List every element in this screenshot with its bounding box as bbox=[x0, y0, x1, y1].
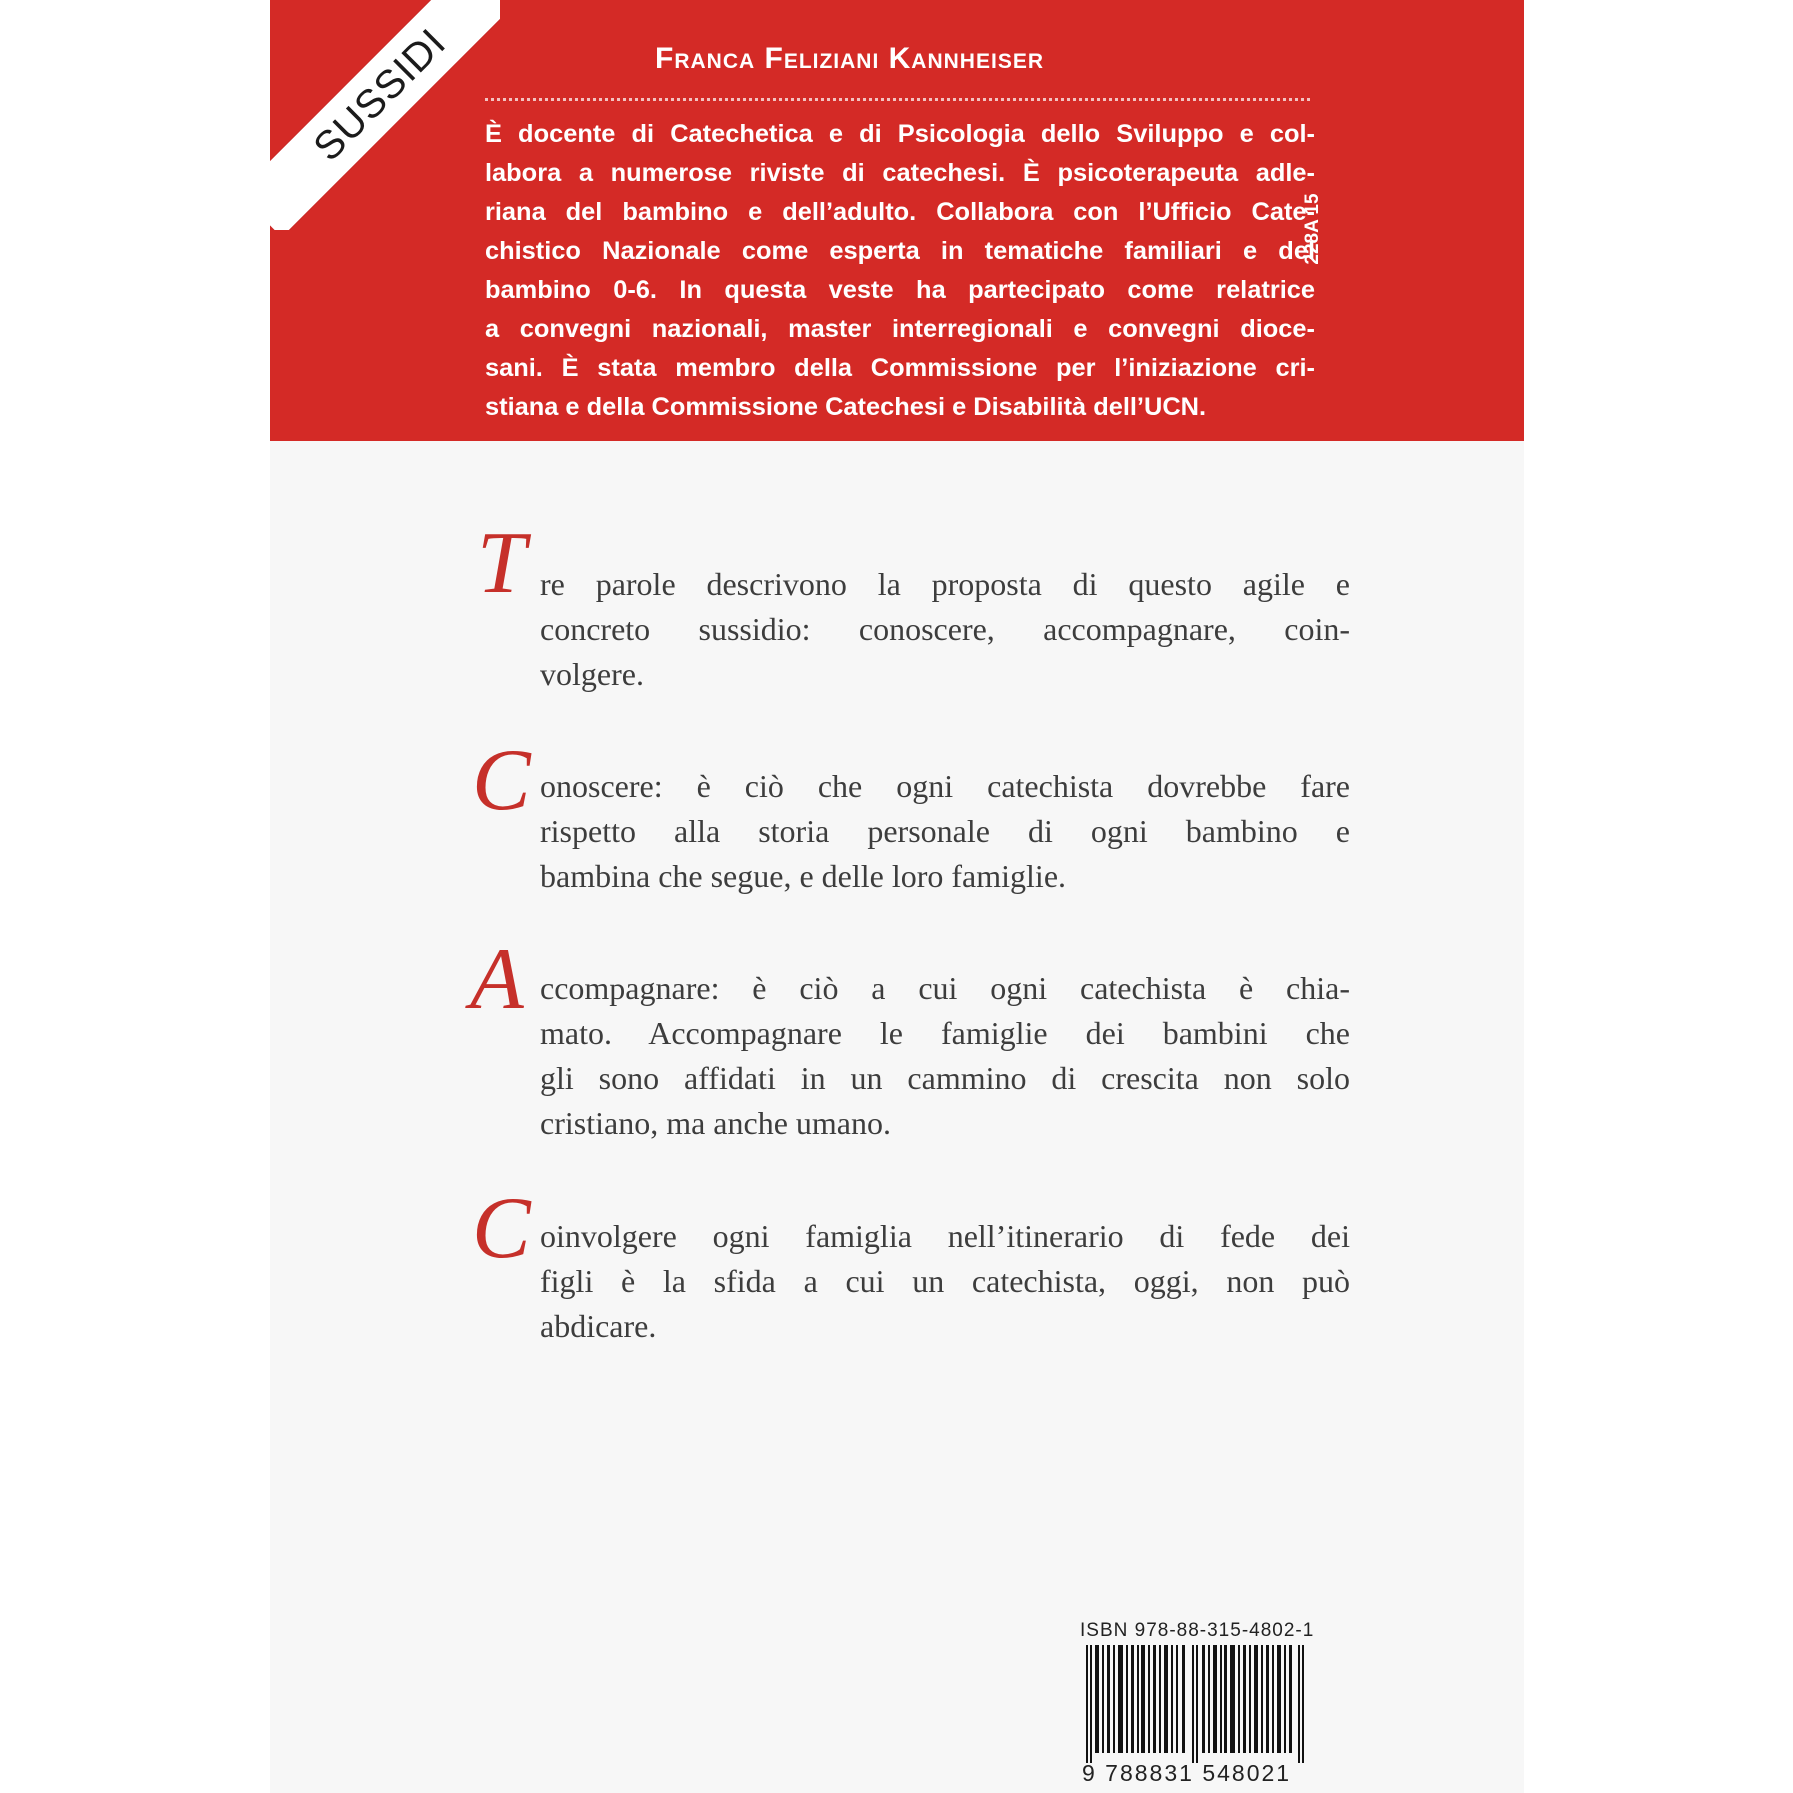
barcode-icon bbox=[1078, 1645, 1314, 1763]
dropcap-letter: C bbox=[472, 1180, 531, 1277]
dotted-divider bbox=[485, 98, 1310, 101]
dropcap-letter: C bbox=[472, 732, 531, 829]
author-name: Franca Feliziani Kannheiser bbox=[655, 42, 1044, 75]
dropcap-letter: A bbox=[470, 931, 524, 1028]
series-sash bbox=[270, 0, 500, 230]
paragraph-line: gli sono affidati in un cammino di crescita non solo bbox=[540, 1060, 1350, 1096]
dropcap-t bbox=[477, 515, 526, 612]
dropcap-c bbox=[472, 1180, 531, 1277]
paragraph-line: ccompagnare: è ciò a cui ogni catechista è chia- bbox=[540, 970, 1350, 1006]
isbn-label: ISBN 978-88-315-4802-1 bbox=[1080, 1620, 1315, 1641]
bio-line: chistico Nazionale come esperta in tematiche familiari e del bbox=[485, 237, 1315, 265]
paragraph-line: oinvolgere ogni famiglia nell’itinerario di fede dei bbox=[540, 1218, 1350, 1254]
paragraph-line: bambina che segue, e delle loro famiglie. bbox=[540, 858, 1067, 894]
bio-line: labora a numerose riviste di catechesi. È psicoterapeuta adle- bbox=[485, 159, 1315, 187]
paragraph-line: cristiano, ma anche umano. bbox=[540, 1105, 891, 1141]
bio-line: bambino 0-6. In questa veste ha partecipato come relatrice bbox=[485, 276, 1315, 304]
paragraph-coinvolgere bbox=[540, 1214, 1350, 1349]
bio-line: sani. È stata membro della Commissione per l’iniziazione cri- bbox=[485, 354, 1315, 382]
ean-digits: 9 788831 548021 bbox=[1082, 1760, 1292, 1786]
paragraph-line: abdicare. bbox=[540, 1308, 657, 1344]
dropcap-letter: T bbox=[477, 515, 526, 612]
dropcap-c bbox=[472, 732, 531, 829]
paragraph-line: rispetto alla storia personale di ogni bambino e bbox=[540, 813, 1350, 849]
paragraph-line: mato. Accompagnare le famiglie dei bambini che bbox=[540, 1015, 1350, 1051]
series-label: SUSSIDI bbox=[305, 20, 455, 170]
series-sash-wrap bbox=[270, 0, 500, 230]
catalog-code: 228A 15 bbox=[1302, 193, 1323, 265]
bio-line: riana del bambino e dell’adulto. Collabora con l’Ufficio Cate- bbox=[485, 198, 1315, 226]
paragraph-conoscere bbox=[540, 764, 1350, 899]
paragraph-line: re parole descrivono la proposta di questo agile e bbox=[540, 566, 1350, 602]
paragraph-conoscere-intro bbox=[540, 562, 1350, 697]
dropcap-a bbox=[470, 931, 524, 1028]
paragraph-line: concreto sussidio: conoscere, accompagnare, coin- bbox=[540, 611, 1350, 647]
author-bio bbox=[485, 115, 1315, 427]
bio-line: stiana e della Commissione Catechesi e Disabilità dell’UCN. bbox=[485, 393, 1207, 421]
paragraph-accompagnare bbox=[540, 966, 1350, 1146]
book-back-cover bbox=[270, 0, 1524, 1793]
paragraph-line: volgere. bbox=[540, 656, 644, 692]
author-bio-panel bbox=[270, 0, 1524, 441]
bio-line: È docente di Catechetica e di Psicologia dello Sviluppo e col- bbox=[485, 120, 1315, 148]
paragraph-line: onoscere: è ciò che ogni catechista dovrebbe fare bbox=[540, 768, 1350, 804]
paragraph-line: figli è la sfida a cui un catechista, oggi, non può bbox=[540, 1263, 1350, 1299]
bio-line: a convegni nazionali, master interregionali e convegni dioce- bbox=[485, 315, 1315, 343]
